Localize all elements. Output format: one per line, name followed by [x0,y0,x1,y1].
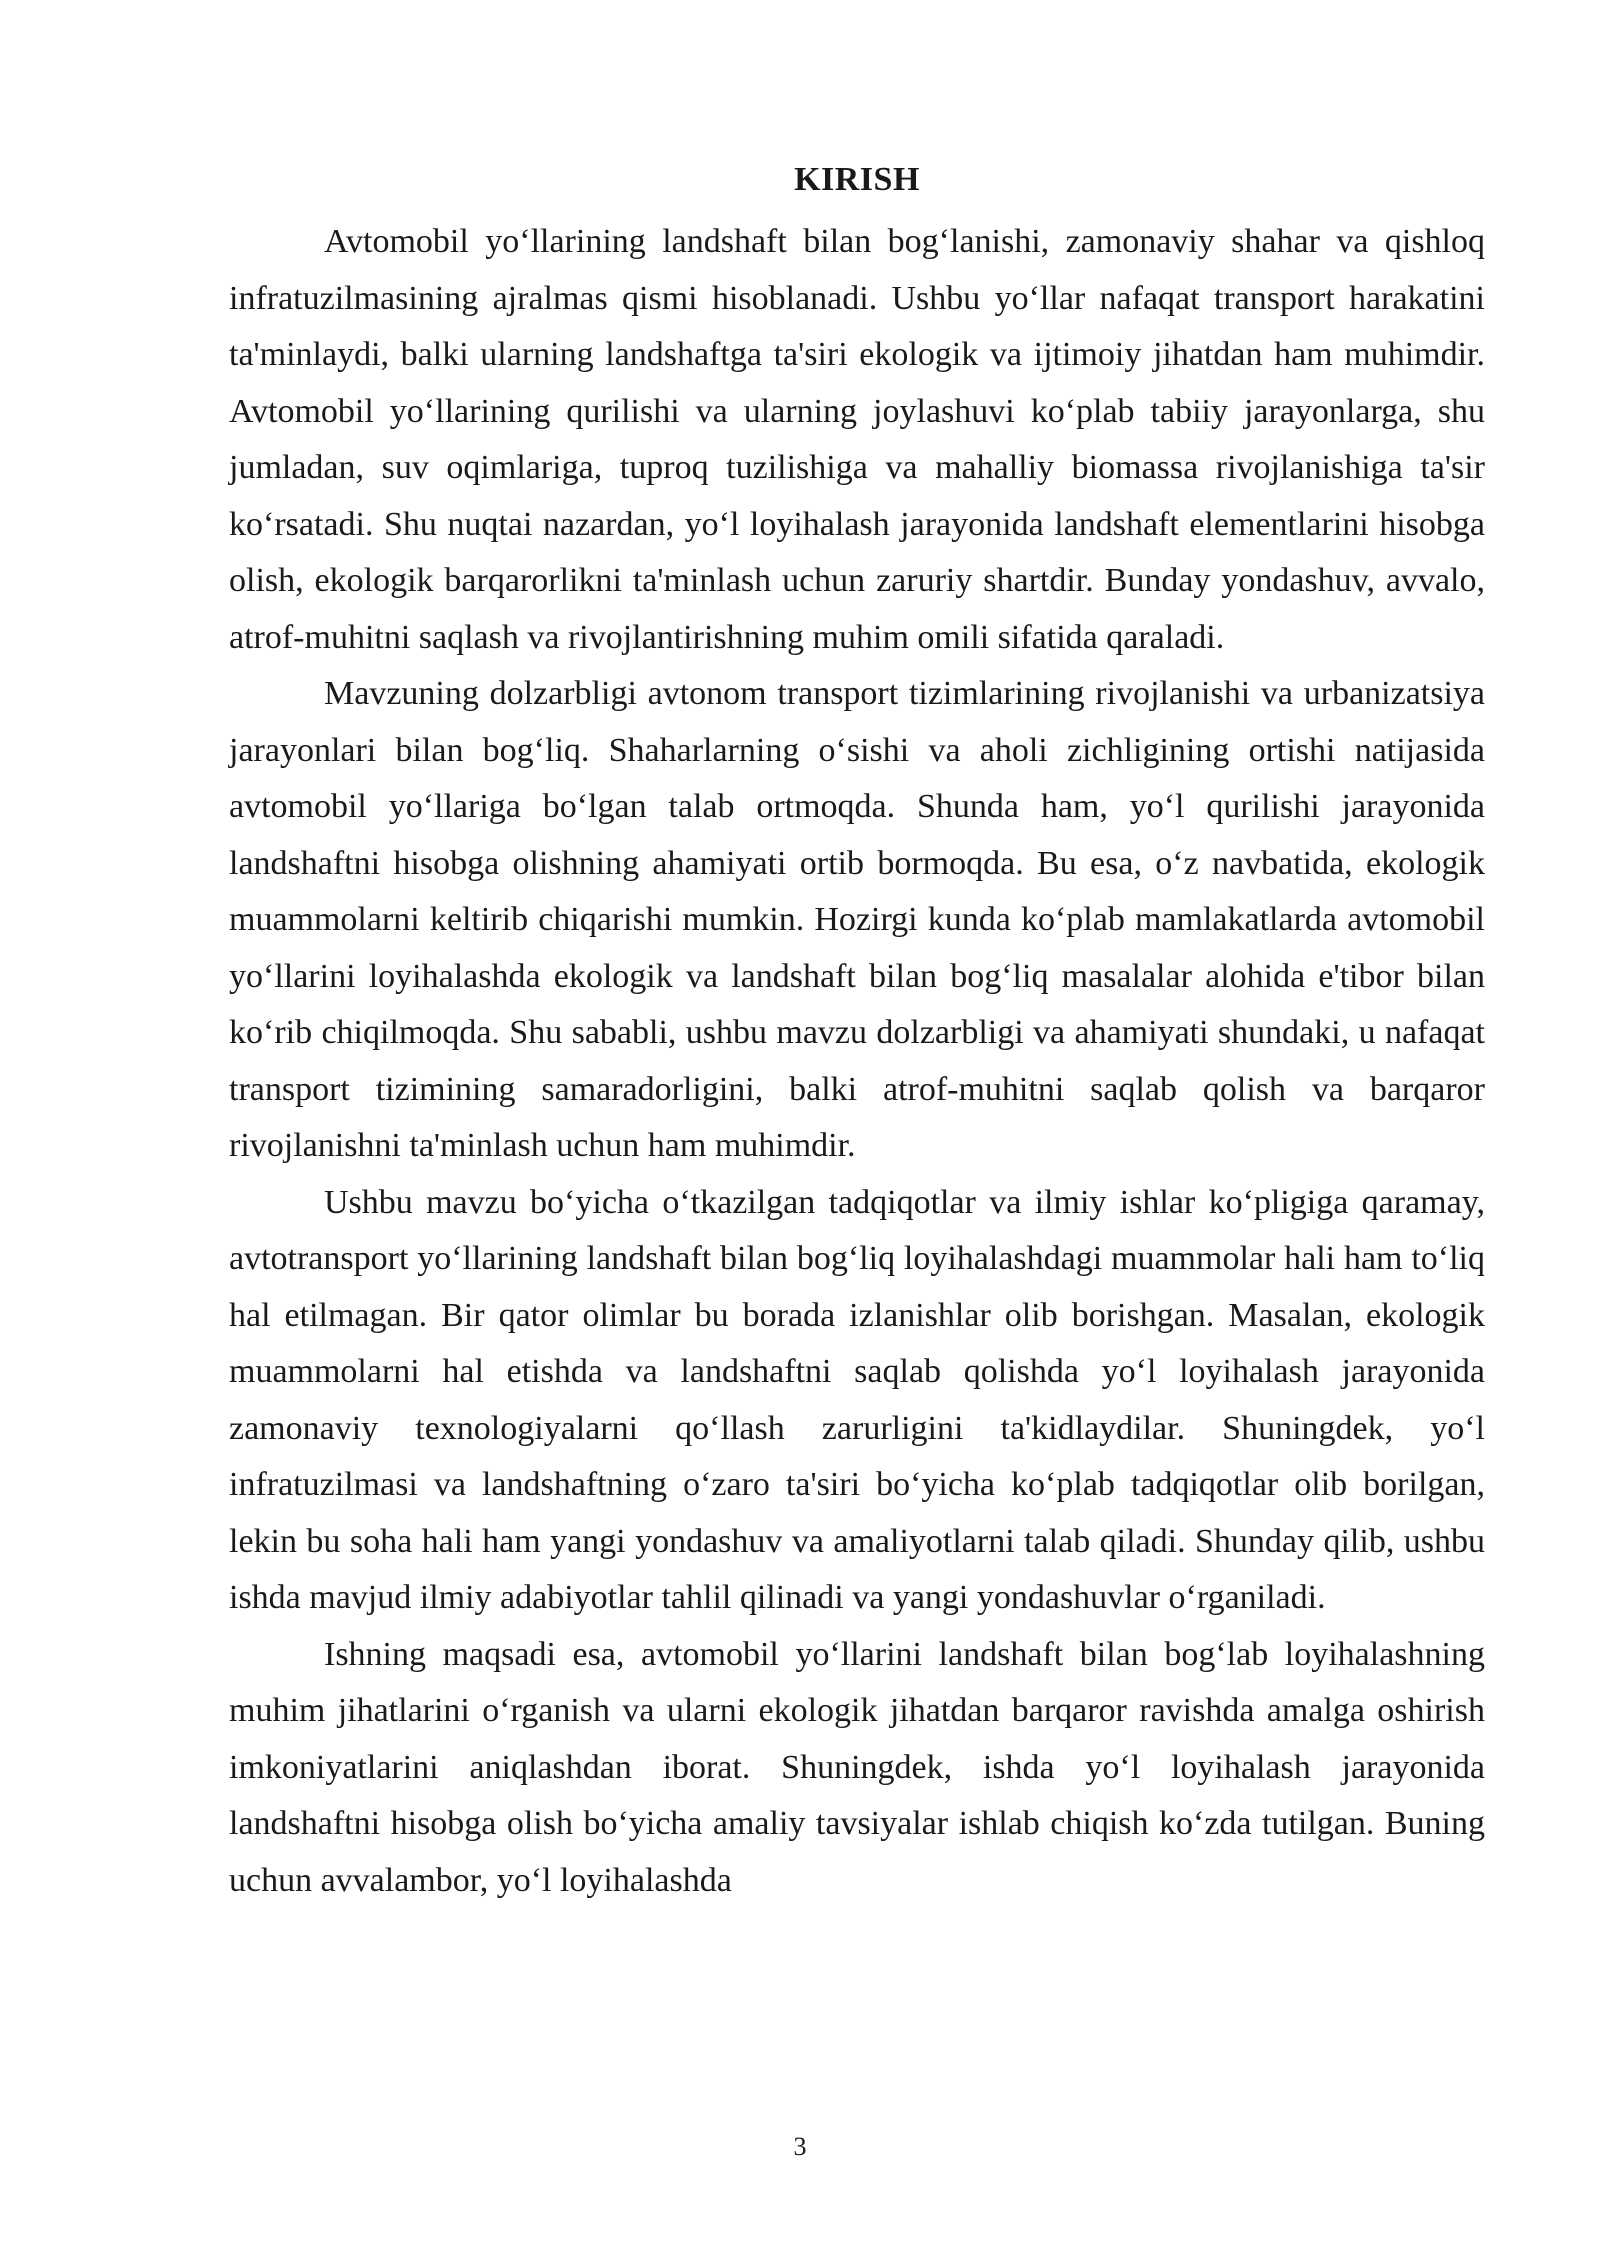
paragraph-3: Ushbu mavzu bo‘yicha o‘tkazilgan tadqiqotlar va ilmiy ishlar ko‘pligiga qaramay, avtotransport yo‘llarining landshaft bilan bog‘liq loyihalashdagi muammolar hali ham to‘liq hal etilmagan. Bir qator olimlar bu borada izlanishlar olib borishgan. Masalan, ekologik muammolarni hal etishda va landshaftni saqlab qolishda yo‘l loyihalash jarayonida zamonaviy texnologiyalarni qo‘llash zarurligini ta'kidlaydilar. Shuningdek, yo‘l infratuzilmasi va landshaftning o‘zaro ta'siri bo‘yicha ko‘plab tadqiqotlar olib borilgan, lekin bu soha hali ham yangi yondashuv va amaliyotlarni talab qiladi. Shunday qilib, ushbu ishda mavjud ilmiy adabiyotlar tahlil qilinadi va yangi yondashuvlar o‘rganiladi. [229,1183,1485,1616]
page-content [229,160,1485,1909]
page-number: 3 [793,2132,807,2161]
paragraph-2: Mavzuning dolzarbligi avtonom transport tizimlarining rivojlanishi va urbanizatsiya jarayonlari bilan bog‘liq. Shaharlarning o‘sishi va aholi zichligining ortishi natijasida avtomobil yo‘llariga bo‘lgan talab ortmoqda. Shunda ham, yo‘l qurilishi jarayonida landshaftni hisobga olishning ahamiyati ortib bormoqda. Bu esa, o‘z navbatida, ekologik muammolarni keltirib chiqarishi mumkin. Hozirgi kunda ko‘plab mamlakatlarda avtomobil yo‘llarini loyihalashda ekologik va landshaft bilan bog‘liq masalalar alohida e'tibor bilan ko‘rib chiqilmoqda. Shu sababli, ushbu mavzu dolzarbligi va ahamiyati shundaki, u nafaqat transport tizimining samaradorligini, balki atrof-muhitni saqlab qolish va barqaror rivojlanishni ta'minlash uchun ham muhimdir. [229,675,1485,1164]
section-heading: KIRISH [794,161,920,198]
paragraph-1: Avtomobil yo‘llarining landshaft bilan bog‘lanishi, zamonaviy shahar va qishloq infratuzilmasining ajralmas qismi hisoblanadi. Ushbu yo‘llar nafaqat transport harakatini ta'minlaydi, balki ularning landshaftga ta'siri ekologik va ijtimoiy jihatdan ham muhimdir. Avtomobil yo‘llarining qurilishi va ularning joylashuvi ko‘plab tabiiy jarayonlarga, shu jumladan, suv oqimlariga, tuproq tuzilishiga va mahalliy biomassa rivojlanishiga ta'sir ko‘rsatadi. Shu nuqtai nazardan, yo‘l loyihalash jarayonida landshaft elementlarini hisobga olish, ekologik barqarorlikni ta'minlash uchun zaruriy shartdir. Bunday yondashuv, avvalo, atrof-muhitni saqlash va rivojlantirishning muhim omili sifatida qaraladi. [229,223,1485,656]
paragraph-4: Ishning maqsadi esa, avtomobil yo‘llarini landshaft bilan bog‘lab loyihalashning muhim jihatlarini o‘rganish va ularni ekologik jihatdan barqaror ravishda amalga oshirish imkoniyatlarini aniqlashdan iborat. Shuningdek, ishda yo‘l loyihalash jarayonida landshaftni hisobga olish bo‘yicha amaliy tavsiyalar ishlab chiqish ko‘zda tutilgan. Buning uchun avvalambor, yo‘l loyihalashda [229,1635,1485,1899]
